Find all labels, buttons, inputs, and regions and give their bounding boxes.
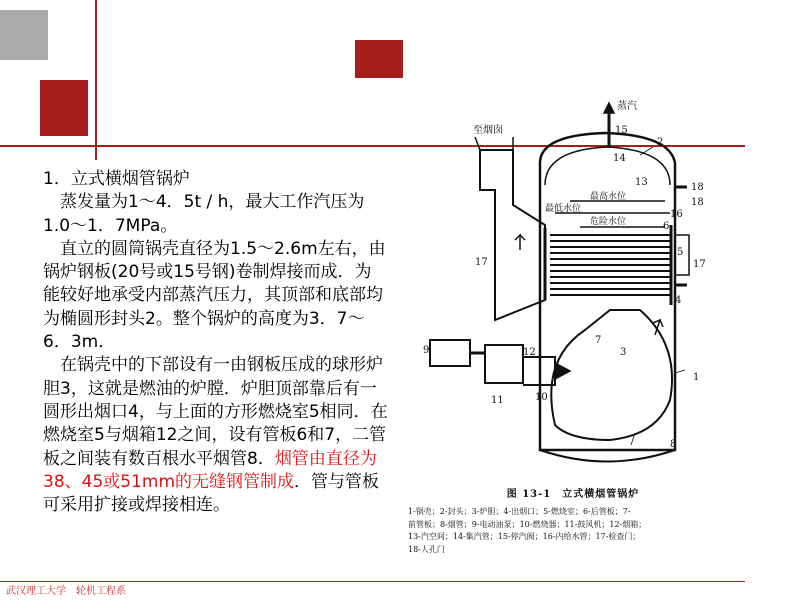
label-16: 16 xyxy=(670,209,683,220)
label-max-level: 最高水位 xyxy=(590,192,627,202)
label-danger-level: 危险水位 xyxy=(590,217,627,227)
paragraph-furnace xyxy=(43,354,388,517)
legend-line: 13-汽空间；14-集汽管；15-停汽阀；16-内给水管；17-检查门； xyxy=(408,532,641,541)
decor-vertical-line xyxy=(95,0,97,160)
label-min-level: 最低水位 xyxy=(545,204,582,214)
steam-arrow-icon xyxy=(604,103,614,113)
bottom-head xyxy=(540,450,675,462)
label-14: 14 xyxy=(613,153,626,164)
paragraph-shell: 直立的圆筒锅壳直径为1.5～2.6m左右，由锅炉钢板(20号或15号钢)卷制焊接而成．为能较好地承受内部蒸汽压力，其顶部和底部均为椭圆形封头2。整个锅炉的高度为3．7～6．3m． xyxy=(43,238,386,353)
decor-square-gray xyxy=(0,10,48,60)
furnace-text: 在锅壳中的下部设有一由钢板压成的球形炉胆3，这就是燃油的炉膛．炉胆顶部靠后有一圆形出烟口4，与上面的方形燃烧室5相同．在燃烧室5与烟箱12之间，设有管板6和7，二管板之间装有数百根水平烟管8． xyxy=(43,355,388,469)
blower xyxy=(485,345,523,383)
top-head xyxy=(545,147,670,185)
heading: 1．立式横烟管锅炉 xyxy=(43,169,190,189)
label-7: 7 xyxy=(595,335,602,346)
caption-legend xyxy=(408,506,738,556)
label-11: 11 xyxy=(491,395,504,406)
label-15: 15 xyxy=(615,125,628,136)
label-4: 4 xyxy=(675,295,682,306)
label-flue: 至烟囱 xyxy=(473,125,503,136)
label-12: 12 xyxy=(523,347,536,358)
label-8: 8 xyxy=(670,439,677,450)
boiler-diagram xyxy=(395,95,725,475)
flame-icon xyxy=(555,363,570,379)
label-2: 2 xyxy=(657,137,664,148)
flow-arrow-icon xyxy=(515,235,525,250)
label-13: 13 xyxy=(635,177,648,188)
smoke-tubes xyxy=(550,235,670,295)
body-text xyxy=(43,168,388,517)
furnace-text-end: ．管与管板可采用扩接或焊接相连。 xyxy=(43,471,380,516)
label-17a: 17 xyxy=(475,257,488,268)
smoke-tube-highlight: 烟管由直径为38、45或51mm的无缝钢管制成 xyxy=(43,448,377,492)
label-5: 5 xyxy=(677,247,684,258)
flue-pipe xyxy=(475,137,513,150)
paragraph-capacity: 蒸发量为1～4．5t / h，最大工作汽压为1.0～1．7MPa。 xyxy=(43,192,365,236)
label-6: 6 xyxy=(663,221,670,232)
oil-pump xyxy=(430,340,470,366)
decor-square-red-right xyxy=(355,40,403,78)
figure-caption xyxy=(408,485,738,556)
flow-arrow-icon-2 xyxy=(653,320,663,335)
footer-text: 武汉理工大学 轮机工程系 xyxy=(6,586,126,597)
label-10: 10 xyxy=(535,392,548,403)
legend-line: 1-锅壳；2-封头；3-炉胆；4-出烟口；5-燃烧室；6-后管板；7- xyxy=(408,507,631,516)
furnace xyxy=(551,310,672,440)
flue-box xyxy=(480,150,545,320)
boiler-shell xyxy=(540,133,675,450)
label-18b: 18 xyxy=(691,197,704,208)
label-17b: 17 xyxy=(693,259,706,270)
legend-line: 18-人孔门 xyxy=(408,544,445,554)
label-3: 3 xyxy=(620,347,627,358)
label-18a: 18 xyxy=(691,182,704,193)
legend-line: 前管板；8-烟管；9-电动油泵；10-燃烧器；11-鼓风机；12-烟箱； xyxy=(408,519,647,529)
caption-title: 图 13-1 立式横烟管锅炉 xyxy=(506,489,640,500)
label-steam: 蒸汽 xyxy=(617,101,637,112)
decor-square-red xyxy=(40,80,88,136)
label-9: 9 xyxy=(423,345,430,356)
label-1: 1 xyxy=(693,372,700,383)
